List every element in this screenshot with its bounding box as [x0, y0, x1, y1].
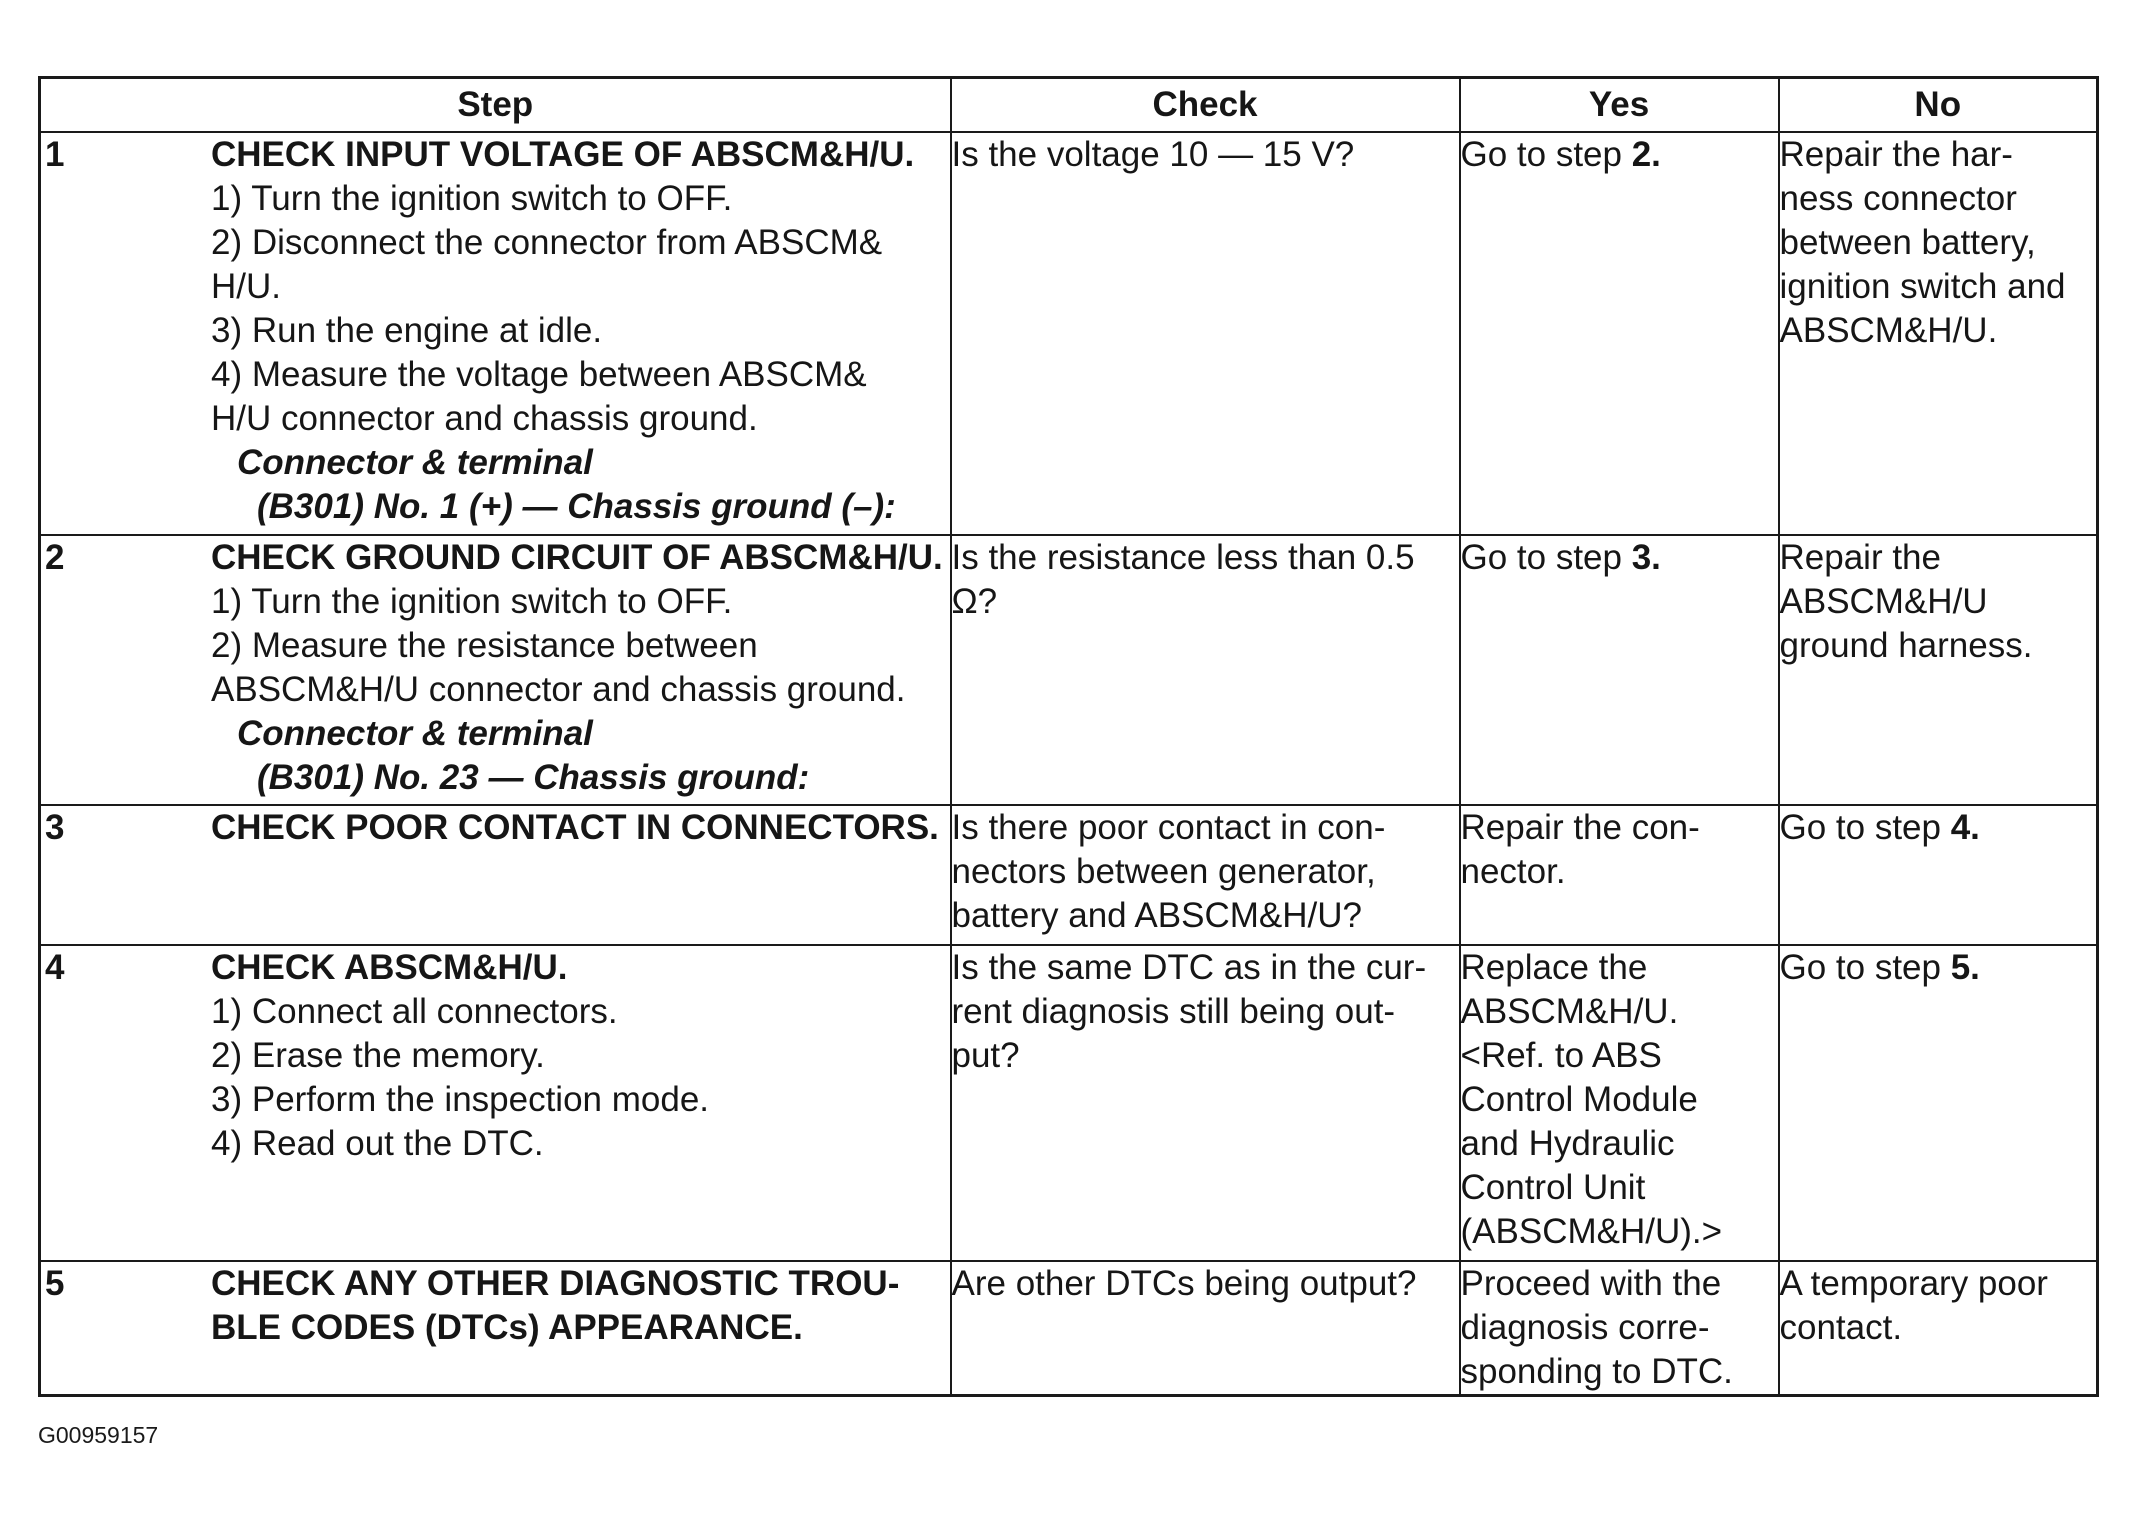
header-check: Check [951, 78, 1460, 133]
no-cell [1779, 132, 2098, 535]
step-number: 2 [45, 538, 65, 577]
step-title: CHECK INPUT VOLTAGE OF ABSCM&H/U. [211, 135, 915, 174]
check-text: Is the voltage 10 — 15 V? [951, 135, 1355, 174]
check-cell [951, 945, 1460, 1261]
yes-step-ref: 2. [1631, 135, 1661, 174]
yes-text: Go to step [1460, 135, 1632, 174]
step-number: 4 [45, 948, 65, 987]
step-body [41, 536, 950, 800]
step-cell [40, 805, 951, 945]
step-cell [40, 945, 951, 1261]
yes-text: Go to step [1460, 538, 1632, 577]
step-title: CHECK ANY OTHER DIAGNOSTIC TROU- BLE CODES (DTCs) APPEARANCE. [211, 1264, 900, 1347]
step-title: CHECK ABSCM&H/U. [211, 948, 568, 987]
no-text: Go to step [1779, 948, 1951, 987]
connector-terminal-label: Connector & terminal [237, 443, 593, 482]
step-instruction: H/U. [211, 267, 281, 306]
table-header-row [40, 78, 2098, 133]
check-text: Is the same DTC as in the cur- rent diagnosis still being out- put? [951, 948, 1427, 1075]
step-instruction: 2) Disconnect the connector from ABSCM& [211, 223, 883, 262]
yes-cell [1460, 132, 1779, 535]
step-instruction: H/U connector and chassis ground. [211, 399, 758, 438]
table-row [40, 132, 2098, 535]
step-instruction: 1) Turn the ignition switch to OFF. [211, 582, 733, 621]
check-cell [951, 1261, 1460, 1396]
table-row [40, 535, 2098, 805]
step-instruction: 3) Run the engine at idle. [211, 311, 603, 350]
check-text: Is the resistance less than 0.5 Ω? [951, 538, 1415, 621]
step-instruction: ABSCM&H/U connector and chassis ground. [211, 670, 906, 709]
step-title: CHECK POOR CONTACT IN CONNECTORS. [211, 808, 939, 847]
step-body [41, 946, 950, 1166]
step-body [41, 133, 950, 529]
no-step-ref: 4. [1950, 808, 1980, 847]
check-cell [951, 535, 1460, 805]
table-row [40, 945, 2098, 1261]
step-cell [40, 132, 951, 535]
yes-text: Proceed with the diagnosis corre- sponding to DTC. [1460, 1264, 1733, 1391]
step-instruction: 2) Measure the resistance between [211, 626, 758, 665]
header-yes: Yes [1460, 78, 1779, 133]
no-cell [1779, 805, 2098, 945]
yes-step-ref: 3. [1631, 538, 1661, 577]
step-title: CHECK GROUND CIRCUIT OF ABSCM&H/U. [211, 538, 943, 577]
step-instruction: 2) Erase the memory. [211, 1036, 545, 1075]
yes-cell [1460, 945, 1779, 1261]
document-id: G00959157 [38, 1422, 159, 1448]
step-instruction: 1) Turn the ignition switch to OFF. [211, 179, 733, 218]
no-text: A temporary poor contact. [1779, 1264, 2048, 1347]
step-body [41, 806, 950, 850]
table-body [40, 132, 2098, 1396]
step-instruction: 4) Read out the DTC. [211, 1124, 544, 1163]
connector-terminal-value: (B301) No. 1 (+) — Chassis ground (–): [257, 487, 896, 526]
connector-terminal-value: (B301) No. 23 — Chassis ground: [257, 758, 810, 797]
yes-text: Replace the ABSCM&H/U. <Ref. to ABS Control Module and Hydraulic Control Unit (ABSCM&H/U).> [1460, 948, 1723, 1251]
check-cell [951, 132, 1460, 535]
step-instruction: 3) Perform the inspection mode. [211, 1080, 710, 1119]
yes-cell [1460, 535, 1779, 805]
yes-text: Repair the con- nector. [1460, 808, 1700, 891]
step-number: 1 [45, 135, 65, 174]
table-row [40, 1261, 2098, 1396]
step-instruction: 4) Measure the voltage between ABSCM& [211, 355, 867, 394]
step-number: 3 [45, 808, 65, 847]
step-number: 5 [45, 1264, 65, 1303]
no-cell [1779, 945, 2098, 1261]
diagnostic-table-container [38, 76, 2096, 1397]
step-cell [40, 1261, 951, 1396]
step-cell [40, 535, 951, 805]
step-instruction: 1) Connect all connectors. [211, 992, 618, 1031]
diagnostic-table [38, 76, 2099, 1397]
step-body [41, 1262, 950, 1350]
no-cell [1779, 535, 2098, 805]
no-text: Repair the har- ness connector between battery, ignition switch and ABSCM&H/U. [1779, 135, 2066, 350]
header-step: Step [40, 78, 951, 133]
no-text: Go to step [1779, 808, 1951, 847]
no-text: Repair the ABSCM&H/U ground harness. [1779, 538, 2033, 665]
no-step-ref: 5. [1950, 948, 1980, 987]
check-text: Is there poor contact in con- nectors between generator, battery and ABSCM&H/U? [951, 808, 1386, 935]
check-cell [951, 805, 1460, 945]
yes-cell [1460, 805, 1779, 945]
check-text: Are other DTCs being output? [951, 1264, 1417, 1303]
header-no: No [1779, 78, 2098, 133]
no-cell [1779, 1261, 2098, 1396]
table-row [40, 805, 2098, 945]
yes-cell [1460, 1261, 1779, 1396]
connector-terminal-label: Connector & terminal [237, 714, 593, 753]
